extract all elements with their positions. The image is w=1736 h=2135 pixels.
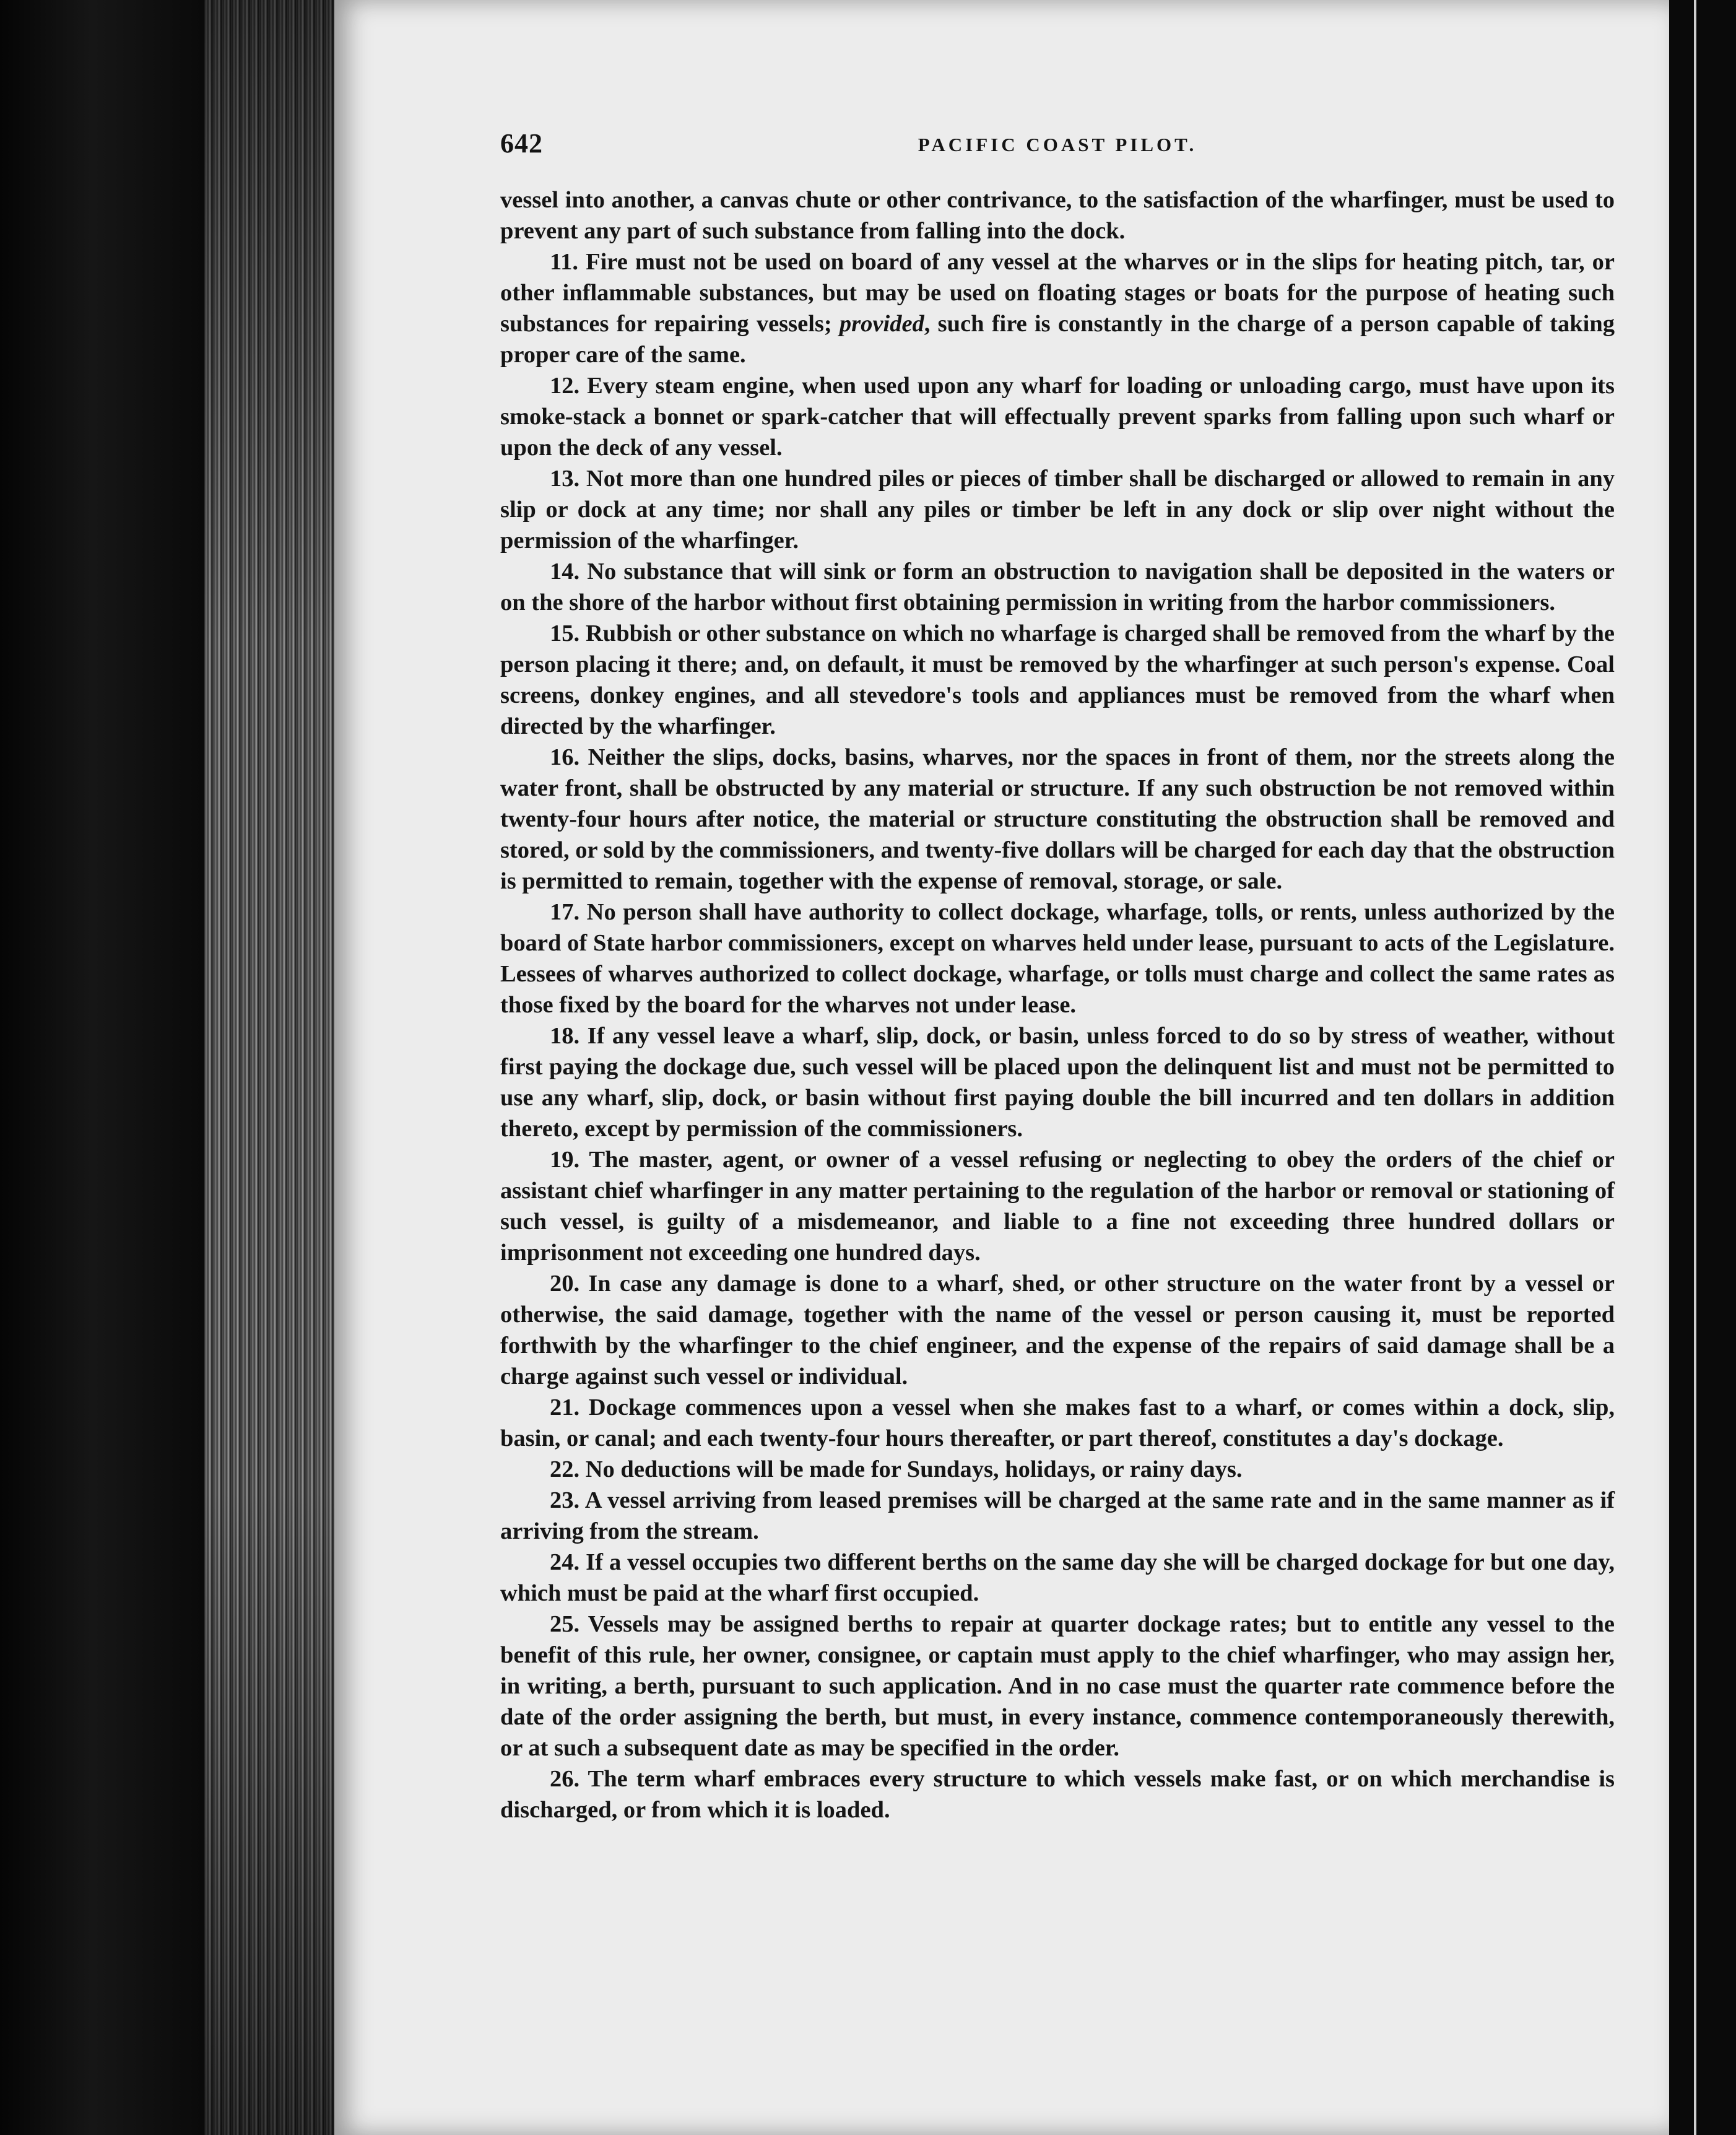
paragraph-rule-11: 11. Fire must not be used on board of any vessel at the wharves or in the slips for heating pitch, tar, or other inflammable substances, but may be used on floating stages or boats for the purpose of heating such substances for repairing vessels; provided, such fire is constantly in the charge of a person capable of taking proper care of the same.: [500, 249, 1615, 368]
page-edges: [204, 0, 334, 2135]
page-body: [500, 185, 1615, 1825]
paragraph-rule-23: 23. A vessel arriving from leased premises will be charged at the same rate and in the same manner as if arriving from the stream.: [500, 1487, 1615, 1544]
running-title: PACIFIC COAST PILOT.: [918, 134, 1197, 155]
page-header: [500, 128, 1615, 165]
paragraph-rule-21: 21. Dockage commences upon a vessel when she makes fast to a wharf, or comes within a dock, slip, basin, or canal; and each twenty-four hours thereafter, or part thereof, constitutes a day's dockage.: [500, 1394, 1615, 1451]
paragraph-rule-14: 14. No substance that will sink or form an obstruction to navigation shall be deposited in the waters or on the shore of the harbor without first obtaining permission in writing from the harbor commissioners.: [500, 559, 1615, 615]
paragraph-rule-17: 17. No person shall have authority to collect dockage, wharfage, tolls, or rents, unless authorized by the board of State harbor commissioners, except on wharves held under lease, pursuant to acts of the Legislature. Lessees of wharves authorized to collect dockage, wharfage, or tolls must charge and collect the same rates as those fixed by the board for the wharves not under lease.: [500, 899, 1615, 1018]
paragraph-continuation: vessel into another, a canvas chute or other contrivance, to the satisfaction of the wharfinger, must be used to prevent any part of such substance from falling into the dock.: [500, 187, 1615, 244]
paragraph-rule-12: 12. Every steam engine, when used upon any wharf for loading or unloading cargo, must have upon its smoke-stack a bonnet or spark-catcher that will effectually prevent sparks from falling upon such wharf or upon the deck of any vessel.: [500, 373, 1615, 461]
paragraph-rule-16: 16. Neither the slips, docks, basins, wharves, nor the spaces in front of them, nor the streets along the water front, shall be obstructed by any material or structure. If any such obstruction be not removed within twenty-four hours after notice, the material or structure constituting the obstruction shall be removed and stored, or sold by the commissioners, and twenty-five dollars will be charged for each day that the obstruction is permitted to remain, together with the expense of removal, storage, or sale.: [500, 744, 1615, 894]
paragraph-rule-13: 13. Not more than one hundred piles or pieces of timber shall be discharged or allowed to remain in any slip or dock at any time; nor shall any piles or timber be left in any dock or slip over night without the permission of the wharfinger.: [500, 466, 1615, 554]
page-number: 642: [500, 128, 543, 159]
paragraph-rule-19: 19. The master, agent, or owner of a vessel refusing or neglecting to obey the orders of the chief or assistant chief wharfinger in any matter pertaining to the regulation of the harbor or removal or stationing of such vessel, is guilty of a misdemeanor, and liable to a fine not exceeding three hundred dollars or imprisonment not exceeding one hundred days.: [500, 1147, 1615, 1266]
paragraph-rule-25: 25. Vessels may be assigned berths to repair at quarter dockage rates; but to entitle any vessel to the benefit of this rule, her owner, consignee, or captain must apply to the chief wharfinger, who may assign her, in writing, a berth, pursuant to such application. And in no case must the quarter rate commence before the date of the order assigning the berth, but must, in every instance, commence contemporaneously therewith, or at such a subsequent date as may be specified in the order.: [500, 1611, 1615, 1761]
book-spine-shadow: [0, 0, 204, 2135]
paragraph-rule-22: 22. No deductions will be made for Sundays, holidays, or rainy days.: [550, 1456, 1243, 1482]
paragraph-rule-24: 24. If a vessel occupies two different berths on the same day she will be charged dockage for but one day, which must be paid at the wharf first occupied.: [500, 1549, 1615, 1606]
paragraph-rule-20: 20. In case any damage is done to a wharf, shed, or other structure on the water front by a vessel or otherwise, the said damage, together with the name of the vessel or person causing it, must be reported forthwith by the wharfinger to the chief engineer, and the expense of the repairs of said damage shall be a charge against such vessel or individual.: [500, 1271, 1615, 1389]
paragraph-rule-26: 26. The term wharf embraces every structure to which vessels make fast, or on which merchandise is discharged, or from which it is loaded.: [500, 1766, 1615, 1823]
paragraph-rule-18: 18. If any vessel leave a wharf, slip, dock, or basin, unless forced to do so by stress of weather, without first paying the dockage due, such vessel will be placed upon the delinquent list and must not be permitted to use any wharf, slip, dock, or basin without first paying double the bill incurred and ten dollars in addition thereto, except by permission of the commissioners.: [500, 1023, 1615, 1142]
paragraph-rule-15: 15. Rubbish or other substance on which no wharfage is charged shall be removed from the wharf by the person placing it there; and, on default, it must be removed by the wharfinger at such person's expense. Coal screens, donkey engines, and all stevedore's tools and appliances must be removed from the wharf when directed by the wharfinger.: [500, 620, 1615, 739]
right-margin-background: [1669, 0, 1736, 2135]
right-edge-rule: [1694, 0, 1696, 2135]
